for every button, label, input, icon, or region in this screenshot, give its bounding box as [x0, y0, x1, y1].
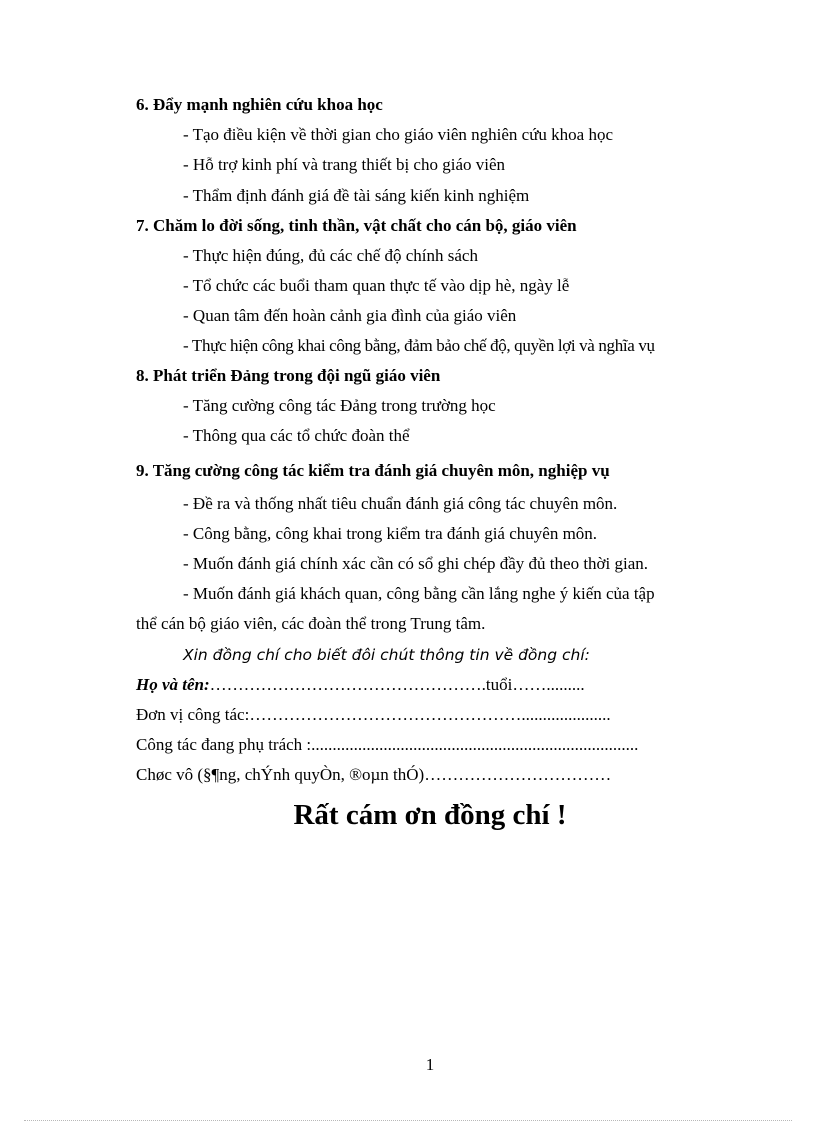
duty-fill-dots: .............................................................................: [311, 735, 639, 754]
unit-field-row: [136, 705, 611, 725]
name-field-row: [136, 675, 585, 695]
closing-thanks: Rất cám ơn đồng chí !: [293, 799, 567, 831]
position-field-row: [136, 765, 611, 785]
survey-intro: Xin đồng chí cho biết đôi chút thông tin về đồng chí:: [183, 646, 590, 664]
unit-label: Đơn vị công tác:: [136, 705, 250, 724]
section-6-heading: 6. Đẩy mạnh nghiên cứu khoa học: [136, 95, 383, 114]
section-7-bullet-2: - Tổ chức các buổi tham quan thực tế vào dịp hè, ngày lễ: [183, 276, 570, 295]
unit-fill-dots: ………………………………………….....................: [249, 705, 611, 724]
section-7-bullet-3: - Quan tâm đến hoàn cảnh gia đình của giáo viên: [183, 306, 517, 325]
duty-label: Công tác đang phụ trách :: [136, 735, 312, 754]
section-9-bullet-1: - Đề ra và thống nhất tiêu chuẩn đánh giá công tác chuyên môn.: [183, 494, 618, 513]
section-6-bullet-3: - Thẩm định đánh giá đề tài sáng kiến kinh nghiệm: [183, 186, 530, 205]
section-6-bullet-1: - Tạo điều kiện về thời gian cho giáo viên nghiên cứu khoa học: [183, 125, 614, 144]
position-label: Chøc vô (§¶ng, chÝnh quyÒn, ®oµn thÓ): [136, 765, 425, 784]
name-fill-dots: ………………………………………….tuổi…….........: [209, 675, 585, 694]
section-8-heading: 8. Phát triển Đảng trong đội ngũ giáo viên: [136, 366, 441, 385]
section-7-heading: 7. Chăm lo đời sống, tinh thần, vật chất cho cán bộ, giáo viên: [136, 216, 577, 235]
position-fill-dots: ……………………………: [424, 765, 612, 784]
page-bottom-divider: [24, 1120, 792, 1121]
section-7-bullet-4: - Thực hiện công khai công bằng, đảm bảo chế độ, quyền lợi và nghĩa vụ: [183, 336, 655, 355]
section-9-bullet-2: - Công bằng, công khai trong kiểm tra đánh giá chuyên môn.: [183, 524, 598, 543]
section-9-bullet-4: - Muốn đánh giá khách quan, công bằng cần lắng nghe ý kiến của tập: [183, 584, 655, 603]
section-6-bullet-2: - Hỗ trợ kinh phí và trang thiết bị cho giáo viên: [183, 155, 506, 174]
section-9-continuation: thể cán bộ giáo viên, các đoàn thể trong Trung tâm.: [136, 614, 486, 633]
section-8-bullet-2: - Thông qua các tổ chức đoàn thể: [183, 426, 410, 445]
section-9-heading: 9. Tăng cường công tác kiểm tra đánh giá chuyên môn, nghiệp vụ: [136, 461, 610, 480]
section-9-bullet-3: - Muốn đánh giá chính xác cần có sổ ghi chép đầy đủ theo thời gian.: [183, 554, 649, 573]
page-number: 1: [425, 1055, 435, 1074]
section-8-bullet-1: - Tăng cường công tác Đảng trong trường học: [183, 396, 496, 415]
name-label: Họ và tên:: [136, 675, 210, 694]
duty-field-row: [136, 735, 638, 755]
section-7-bullet-1: - Thực hiện đúng, đủ các chế độ chính sách: [183, 246, 478, 265]
